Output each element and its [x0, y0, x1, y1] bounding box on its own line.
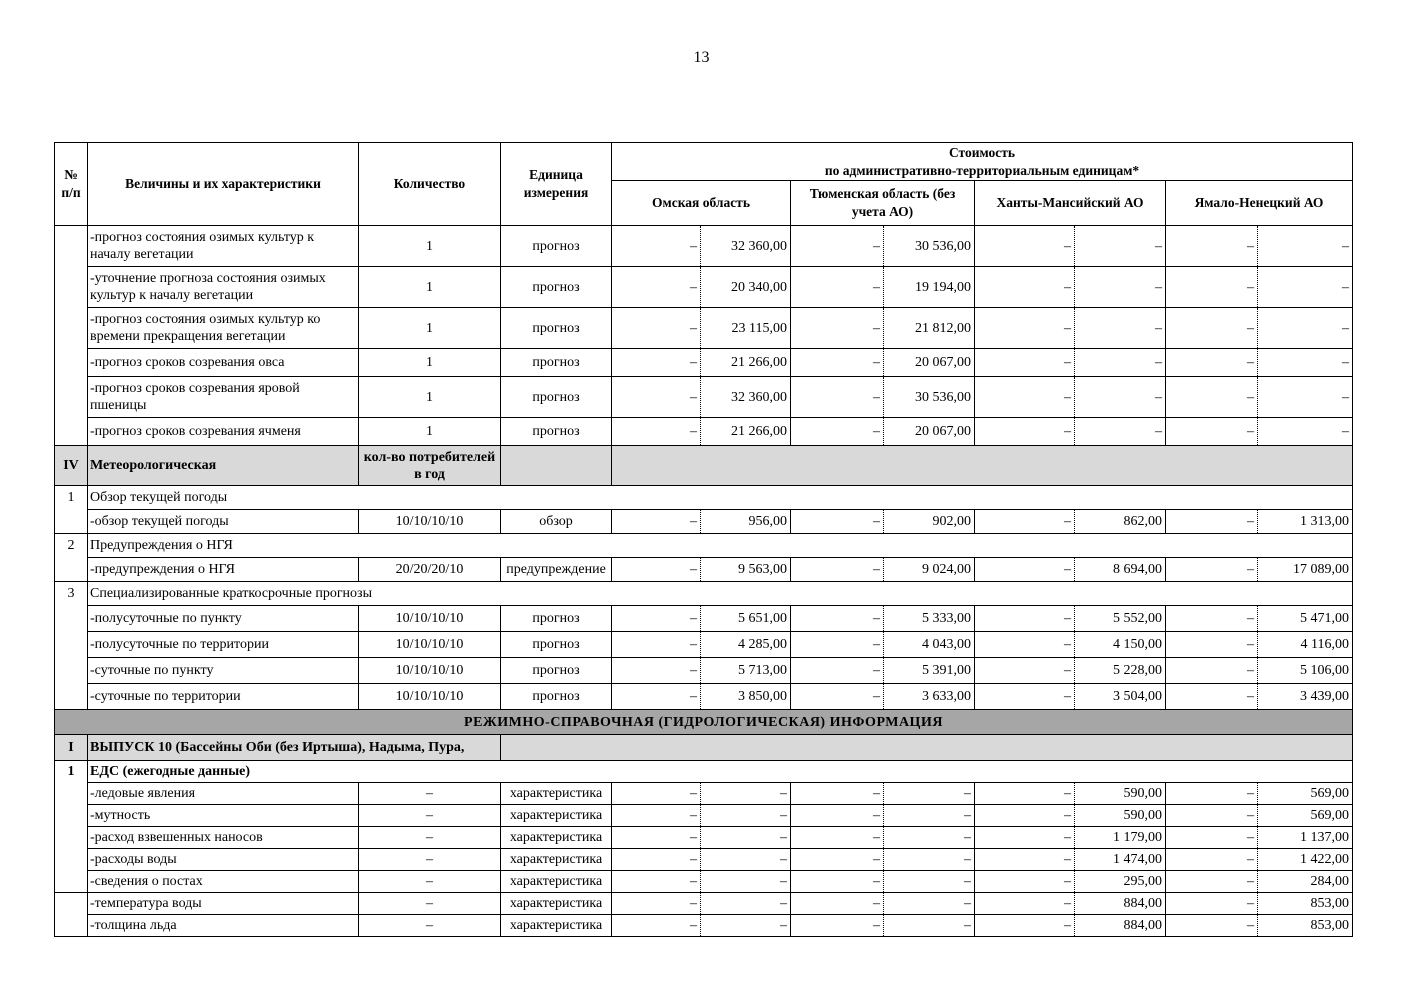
value-cost: 1 137,00	[1258, 827, 1353, 849]
value-dash: –	[612, 871, 701, 893]
value-dash: –	[791, 893, 884, 915]
table-row	[55, 849, 1353, 871]
section-num: I	[55, 735, 88, 761]
subsection-row	[55, 761, 1353, 783]
value-dash: –	[791, 658, 884, 684]
row-name: -предупреждения о НГЯ	[88, 558, 359, 582]
value-cost: –	[1075, 226, 1166, 267]
row-unit: характеристика	[501, 783, 612, 805]
table-row	[55, 893, 1353, 915]
value-dash: –	[612, 684, 701, 710]
value-cost: –	[1075, 418, 1166, 446]
row-qty: 1	[359, 226, 501, 267]
section-values	[612, 446, 1353, 486]
value-dash: –	[975, 308, 1075, 349]
value-cost: 30 536,00	[884, 226, 975, 267]
row-unit: обзор	[501, 510, 612, 534]
value-dash: –	[791, 226, 884, 267]
value-cost: 9 024,00	[884, 558, 975, 582]
value-dash: –	[791, 349, 884, 377]
row-qty: 1	[359, 418, 501, 446]
value-cost: 884,00	[1075, 915, 1166, 937]
value-cost: –	[701, 893, 791, 915]
band-row	[55, 710, 1353, 735]
row-unit: прогноз	[501, 267, 612, 308]
value-dash: –	[1166, 658, 1258, 684]
value-cost: 20 067,00	[884, 349, 975, 377]
row-name: -температура воды	[88, 893, 359, 915]
row-name: -прогноз состояния озимых культур к началу вегетации	[88, 226, 359, 267]
value-cost: 4 043,00	[884, 632, 975, 658]
region-header-omsk: Омская область	[612, 181, 791, 226]
value-cost: 4 150,00	[1075, 632, 1166, 658]
table-row	[55, 226, 1353, 267]
value-cost: –	[1258, 377, 1353, 418]
value-cost: –	[1075, 308, 1166, 349]
value-dash: –	[791, 510, 884, 534]
value-cost: –	[1258, 349, 1353, 377]
table-row	[55, 658, 1353, 684]
cost-subtitle: по административно-территориальным единицам*	[824, 162, 1140, 178]
value-cost: 9 563,00	[701, 558, 791, 582]
value-cost: 21 266,00	[701, 418, 791, 446]
row-unit: прогноз	[501, 377, 612, 418]
value-cost: –	[1075, 377, 1166, 418]
value-dash: –	[612, 418, 701, 446]
row-qty: –	[359, 783, 501, 805]
subsection-title: ЕДС (ежегодные данные)	[88, 761, 1353, 783]
row-qty: 20/20/20/10	[359, 558, 501, 582]
row-unit: прогноз	[501, 606, 612, 632]
table-row	[55, 871, 1353, 893]
value-dash: –	[1166, 267, 1258, 308]
value-cost: 32 360,00	[701, 377, 791, 418]
row-unit: прогноз	[501, 632, 612, 658]
col-header-qty: Количество	[359, 143, 501, 226]
value-dash: –	[1166, 893, 1258, 915]
section-row	[55, 446, 1353, 486]
row-unit: характеристика	[501, 805, 612, 827]
value-cost: 569,00	[1258, 805, 1353, 827]
value-cost: –	[1258, 308, 1353, 349]
value-cost: 21 266,00	[701, 349, 791, 377]
table-row	[55, 349, 1353, 377]
value-cost: 20 340,00	[701, 267, 791, 308]
value-dash: –	[975, 658, 1075, 684]
value-cost: 20 067,00	[884, 418, 975, 446]
value-cost: 5 228,00	[1075, 658, 1166, 684]
value-dash: –	[791, 684, 884, 710]
value-cost: 590,00	[1075, 805, 1166, 827]
header-row-1	[55, 143, 1353, 181]
table-row	[55, 684, 1353, 710]
value-dash: –	[612, 849, 701, 871]
value-dash: –	[975, 606, 1075, 632]
value-cost: 5 333,00	[884, 606, 975, 632]
value-dash: –	[975, 893, 1075, 915]
value-cost: 3 850,00	[701, 684, 791, 710]
section-num: IV	[55, 446, 88, 486]
value-dash: –	[975, 805, 1075, 827]
value-cost: 1 422,00	[1258, 849, 1353, 871]
row-name: -мутность	[88, 805, 359, 827]
value-dash: –	[612, 805, 701, 827]
value-cost: –	[1075, 349, 1166, 377]
subsection-num: 2	[55, 534, 88, 582]
value-dash: –	[612, 632, 701, 658]
value-dash: –	[975, 871, 1075, 893]
row-unit: предупреждение	[501, 558, 612, 582]
value-dash: –	[1166, 308, 1258, 349]
value-cost: –	[884, 849, 975, 871]
value-cost: 902,00	[884, 510, 975, 534]
value-dash: –	[612, 915, 701, 937]
section-unit	[501, 446, 612, 486]
value-dash: –	[612, 558, 701, 582]
table-row	[55, 377, 1353, 418]
row-num	[55, 226, 88, 446]
value-dash: –	[791, 632, 884, 658]
value-cost: –	[701, 871, 791, 893]
row-unit: характеристика	[501, 871, 612, 893]
value-dash: –	[1166, 805, 1258, 827]
value-cost: 853,00	[1258, 893, 1353, 915]
subsection-num: 1	[55, 486, 88, 534]
row-qty: 1	[359, 377, 501, 418]
row-name: -сведения о постах	[88, 871, 359, 893]
value-dash: –	[1166, 871, 1258, 893]
value-cost: 590,00	[1075, 783, 1166, 805]
value-cost: –	[884, 871, 975, 893]
row-name: -суточные по территории	[88, 684, 359, 710]
row-qty: –	[359, 871, 501, 893]
value-dash: –	[975, 226, 1075, 267]
value-cost: 956,00	[701, 510, 791, 534]
table-row	[55, 606, 1353, 632]
table-row	[55, 783, 1353, 805]
value-dash: –	[791, 783, 884, 805]
value-cost: 853,00	[1258, 915, 1353, 937]
value-cost: 5 471,00	[1258, 606, 1353, 632]
value-cost: 4 116,00	[1258, 632, 1353, 658]
value-dash: –	[975, 418, 1075, 446]
value-dash: –	[612, 377, 701, 418]
row-qty: –	[359, 893, 501, 915]
table-row	[55, 632, 1353, 658]
subsection-title: Предупреждения о НГЯ	[88, 534, 1353, 558]
table-row	[55, 267, 1353, 308]
value-dash: –	[1166, 849, 1258, 871]
value-dash: –	[1166, 349, 1258, 377]
value-dash: –	[1166, 684, 1258, 710]
value-dash: –	[791, 827, 884, 849]
row-unit: прогноз	[501, 684, 612, 710]
value-cost: 5 391,00	[884, 658, 975, 684]
row-name: -прогноз состояния озимых культур ко времени прекращения вегетации	[88, 308, 359, 349]
row-name: -полусуточные по пункту	[88, 606, 359, 632]
table-row	[55, 827, 1353, 849]
row-unit: характеристика	[501, 849, 612, 871]
row-qty: 1	[359, 349, 501, 377]
value-cost: 5 651,00	[701, 606, 791, 632]
value-dash: –	[791, 871, 884, 893]
value-dash: –	[612, 226, 701, 267]
value-cost: –	[884, 805, 975, 827]
value-dash: –	[612, 510, 701, 534]
value-dash: –	[1166, 915, 1258, 937]
value-cost: –	[884, 915, 975, 937]
value-dash: –	[975, 849, 1075, 871]
value-cost: 884,00	[1075, 893, 1166, 915]
value-cost: 3 504,00	[1075, 684, 1166, 710]
subsection-num: 3	[55, 582, 88, 710]
row-name: -обзор текущей погоды	[88, 510, 359, 534]
table-row	[55, 308, 1353, 349]
value-dash: –	[791, 308, 884, 349]
value-dash: –	[612, 267, 701, 308]
row-unit: характеристика	[501, 915, 612, 937]
col-header-unit: Единица измерения	[501, 143, 612, 226]
value-dash: –	[791, 805, 884, 827]
value-dash: –	[612, 827, 701, 849]
value-cost: 284,00	[1258, 871, 1353, 893]
region-header-khmao: Ханты-Мансийский АО	[975, 181, 1166, 226]
value-dash: –	[612, 893, 701, 915]
value-dash: –	[975, 783, 1075, 805]
col-header-cost	[612, 143, 1353, 181]
value-cost: –	[701, 849, 791, 871]
value-cost: 19 194,00	[884, 267, 975, 308]
row-unit: характеристика	[501, 893, 612, 915]
value-dash: –	[975, 915, 1075, 937]
subsection-num: 1	[55, 761, 88, 893]
row-qty: 10/10/10/10	[359, 606, 501, 632]
value-cost: –	[1075, 267, 1166, 308]
value-cost: 3 633,00	[884, 684, 975, 710]
value-dash: –	[975, 558, 1075, 582]
region-header-tyumen: Тюменская область (без учета АО)	[791, 181, 975, 226]
row-qty: 1	[359, 308, 501, 349]
value-dash: –	[1166, 827, 1258, 849]
value-dash: –	[791, 558, 884, 582]
value-cost: 8 694,00	[1075, 558, 1166, 582]
value-dash: –	[612, 783, 701, 805]
col-header-num: № п/п	[55, 143, 88, 226]
value-dash: –	[791, 267, 884, 308]
row-unit: прогноз	[501, 349, 612, 377]
value-cost: 17 089,00	[1258, 558, 1353, 582]
section-title: ВЫПУСК 10 (Бассейны Оби (без Иртыша), Надыма, Пура,	[88, 735, 501, 761]
value-cost: 5 552,00	[1075, 606, 1166, 632]
value-cost: –	[701, 805, 791, 827]
value-cost: 5 713,00	[701, 658, 791, 684]
value-dash: –	[791, 915, 884, 937]
value-cost: 4 285,00	[701, 632, 791, 658]
section-qty-header: кол-во потребителей в год	[359, 446, 501, 486]
value-dash: –	[1166, 226, 1258, 267]
row-qty: 10/10/10/10	[359, 658, 501, 684]
value-cost: –	[701, 915, 791, 937]
row-unit: прогноз	[501, 658, 612, 684]
value-dash: –	[1166, 377, 1258, 418]
value-cost: 1 179,00	[1075, 827, 1166, 849]
row-name: -полусуточные по территории	[88, 632, 359, 658]
value-dash: –	[1166, 510, 1258, 534]
cost-title: Стоимость	[948, 144, 1016, 160]
value-cost: –	[884, 783, 975, 805]
value-cost: –	[1258, 226, 1353, 267]
value-dash: –	[975, 684, 1075, 710]
value-dash: –	[1166, 558, 1258, 582]
row-name: -прогноз сроков созревания ячменя	[88, 418, 359, 446]
section-values	[501, 735, 1353, 761]
value-cost: 3 439,00	[1258, 684, 1353, 710]
row-qty: 10/10/10/10	[359, 510, 501, 534]
band-title: РЕЖИМНО-СПРАВОЧНАЯ (ГИДРОЛОГИЧЕСКАЯ) ИНФОРМАЦИЯ	[55, 710, 1353, 735]
row-name: -суточные по пункту	[88, 658, 359, 684]
value-cost: 30 536,00	[884, 377, 975, 418]
value-dash: –	[791, 377, 884, 418]
value-cost: –	[701, 827, 791, 849]
value-cost: 32 360,00	[701, 226, 791, 267]
value-dash: –	[612, 349, 701, 377]
value-cost: –	[884, 893, 975, 915]
row-qty: 10/10/10/10	[359, 632, 501, 658]
row-unit: прогноз	[501, 226, 612, 267]
value-dash: –	[975, 349, 1075, 377]
cost-table	[54, 142, 1353, 937]
value-dash: –	[975, 510, 1075, 534]
row-name: -толщина льда	[88, 915, 359, 937]
subsection-row	[55, 534, 1353, 558]
value-cost: –	[884, 827, 975, 849]
value-cost: 1 313,00	[1258, 510, 1353, 534]
row-unit: характеристика	[501, 827, 612, 849]
table-row	[55, 805, 1353, 827]
value-dash: –	[612, 606, 701, 632]
value-dash: –	[1166, 783, 1258, 805]
section-title: Метеорологическая	[88, 446, 359, 486]
value-cost: 21 812,00	[884, 308, 975, 349]
value-dash: –	[1166, 632, 1258, 658]
row-qty: –	[359, 827, 501, 849]
row-name: -уточнение прогноза состояния озимых культур к началу вегетации	[88, 267, 359, 308]
row-name: -прогноз сроков созревания овса	[88, 349, 359, 377]
row-qty: 10/10/10/10	[359, 684, 501, 710]
row-qty: –	[359, 849, 501, 871]
subsection-title: Специализированные краткосрочные прогнозы	[88, 582, 1353, 606]
subsection-title: Обзор текущей погоды	[88, 486, 1353, 510]
value-dash: –	[1166, 418, 1258, 446]
table-row	[55, 510, 1353, 534]
value-cost: –	[701, 783, 791, 805]
value-cost: 5 106,00	[1258, 658, 1353, 684]
subsection-row	[55, 582, 1353, 606]
row-name: -расход взвешенных наносов	[88, 827, 359, 849]
value-cost: –	[1258, 418, 1353, 446]
value-dash: –	[791, 849, 884, 871]
value-dash: –	[1166, 606, 1258, 632]
row-name: -ледовые явления	[88, 783, 359, 805]
value-dash: –	[975, 827, 1075, 849]
subsection-row	[55, 486, 1353, 510]
page-number: 13	[693, 49, 710, 66]
col-header-name: Величины и их характеристики	[88, 143, 359, 226]
value-dash: –	[791, 606, 884, 632]
table-row	[55, 558, 1353, 582]
value-dash: –	[975, 267, 1075, 308]
row-name: -прогноз сроков созревания яровой пшеницы	[88, 377, 359, 418]
value-cost: 569,00	[1258, 783, 1353, 805]
region-header-yanao: Ямало-Ненецкий АО	[1166, 181, 1353, 226]
row-name: -расходы воды	[88, 849, 359, 871]
value-cost: 295,00	[1075, 871, 1166, 893]
value-dash: –	[612, 308, 701, 349]
value-cost: 23 115,00	[701, 308, 791, 349]
row-num	[55, 893, 88, 937]
row-qty: –	[359, 805, 501, 827]
row-qty: 1	[359, 267, 501, 308]
value-cost: 1 474,00	[1075, 849, 1166, 871]
section-row	[55, 735, 1353, 761]
row-unit: прогноз	[501, 418, 612, 446]
row-unit: прогноз	[501, 308, 612, 349]
value-dash: –	[612, 658, 701, 684]
table-row	[55, 915, 1353, 937]
value-cost: 862,00	[1075, 510, 1166, 534]
table-row	[55, 418, 1353, 446]
row-qty: –	[359, 915, 501, 937]
value-dash: –	[975, 632, 1075, 658]
value-cost: –	[1258, 267, 1353, 308]
value-dash: –	[791, 418, 884, 446]
value-dash: –	[975, 377, 1075, 418]
